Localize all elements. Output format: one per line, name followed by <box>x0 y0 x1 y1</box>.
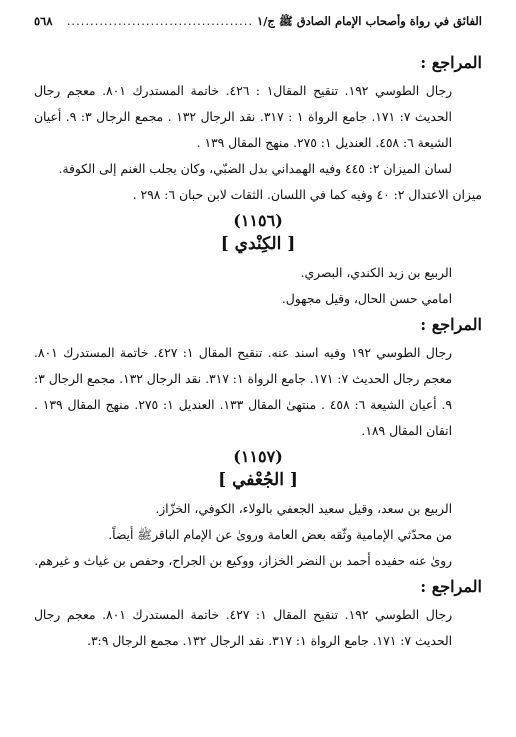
book-title: الفائق في رواة وأصحاب الإمام الصادق ﷺ ج/١ <box>257 14 482 28</box>
entry-status: من محدّثي الإمامية وثّقه بعض العامة وروىٰ عن الإمام الباقرﷺ أيضاً. <box>108 528 452 542</box>
entry-1156 <box>34 210 482 444</box>
references-heading: المراجع : <box>420 577 482 596</box>
entry-number: (١١٥٦) <box>233 211 283 230</box>
entry-name: [ الجُعْفي ] <box>218 470 298 490</box>
entry-number: (١١٥٧) <box>233 447 283 466</box>
references-text: رجال الطوسي ١٩٢. تنقيح المقال١ : ٤٢٦. خاتمة المستدرك ٨٠١. معجم رجال الحديث ٧: ١٧١. جامع الرواة ١ : ٣١٧. نقد الرجال ١٣٢ . مجمع الرجال ٣: ٩. أعيان الشيعة ٦: ٤٥٨. العنديل ١: ٢٧٥. منهج المقال ١٣٩ . <box>34 84 453 150</box>
page-number: ٥٦٨ <box>34 14 53 28</box>
references-heading: المراجع : <box>420 53 482 72</box>
entry-1157 <box>34 446 482 654</box>
entry-narrators: روىٰ عنه حفيده أحمد بن النضر الخزاز، ووكيع بن الجراح، وحفص بن غياث و غيرهم. <box>34 554 452 568</box>
references-heading: المراجع : <box>420 315 482 334</box>
entry-description: الربيع بن زيد الكندي، البصري. <box>300 266 452 280</box>
entry-description: الربيع بن سعد، وقيل سعيد الجعفي بالولاء، الكوفي، الخزّاز. <box>155 502 452 516</box>
page-header <box>34 14 482 36</box>
header-leader-dots: ........................................ <box>66 14 254 28</box>
references-text: رجال الطوسي ١٩٢. تنقيح المقال ١: ٤٢٧. خاتمة المستدرك ٨٠١. معجم رجال الحديث ٧: ١٧١. جامع الرواة ١: ٣١٧. نقد الرجال ١٣٢. مجمع الرجال ٣:٩. <box>34 608 453 648</box>
mizan-note: ميزان الاعتدال ٢: ٤٠ وفيه كما في اللسان. الثقات لابن حبان ٦: ٢٩٨ . <box>132 188 482 202</box>
entry-name: [ الكِنْدي ] <box>220 234 296 254</box>
references-text: رجال الطوسي ١٩٢ وفيه اسند عنه. تنقيح المقال ١: ٤٢٧. خاتمة المستدرك ٨٠١. معجم رجال الحديث ٧: ١٧١. جامع الرواة ١: ٣١٧. نقد الرجال ١٣٢. مجمع الرجال ٣: ٩. أعيان الشيعة ٦: ٤٥٨ . منتهىٰ المقال ١٣٣. العنديل ١: ٢٧٥. منهج المقال ١٣٩ . اتقان المقال ١٨٩. <box>34 346 452 438</box>
lisan-note: لسان الميزان ٢: ٤٤٥ وفيه الهمداني بدل الضبّي، وكان يجلب الغنم إلى الكوفة. <box>58 162 452 176</box>
entry-status: امامي حسن الحال، وقيل مجهول. <box>281 292 452 306</box>
section-references-previous <box>34 52 482 208</box>
